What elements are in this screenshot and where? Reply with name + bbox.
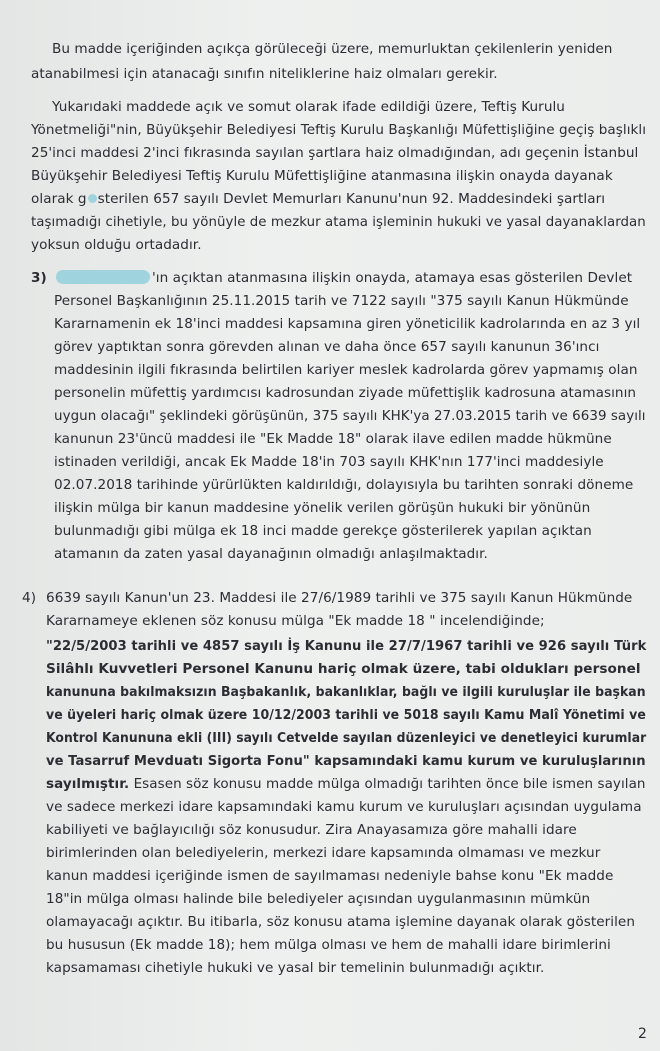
item-3-number: 3) <box>31 270 47 286</box>
document-page: Bu madde içeriğinden açıkça görüleceği üzere, memurluktan çekilenlerin yeniden atanabilmesi için atanacağı sınıfın niteliklerine haiz olmaları gerekir. Yukarıdaki maddede açık ve somut olarak ifade edildiği üzere, Teftiş Kurulu Yönetmeliği"nin, Büyükşehir Belediyesi Teftiş Kurulu Başkanlığı Müfettişliğine geçiş başlıklı 25'inci maddesi 2'inci fıkrasında sayılan şartlara haiz olmadığından, adı geçenin İstanbul Büyükşehir Belediyesi Teftiş Kurulu Müfettişliğine atanmasına ilişkin onayda dayanak olarak g sterilen 657 sayılı Devlet Memurları Kanunu'nun 92. Maddesindeki şartları taşımadığı cihetiyle, bu yönüyle de mezkur atama işleminin hukuki ve yasal dayanaklardan yoksun olduğu ortadadır. 3) 'ın açıktan atanmasına ilişkin onayda, atamaya esas gösterilen Devlet Personel Başkanlığının 25.11.2015 tarih ve 7122 sayılı "375 sayılı Kanun Hükmünde Kararnamenin ek 18'inci maddesi kapsamına giren yöneticilik kadrolarında en az 3 yıl görev yaptıktan sonra görevden alınan ve daha önce 657 sayılı kanunun 36'ıncı maddesinin ilgili fıkrasında belirtilen kariyer meslek kadrolarda görev yapmamış olan personelin müfettiş yardımcısı kadrosundan ziyade müfettişlik kadrosuna atamasının uygun olacağı" şeklindeki görüşünün, 375 sayılı KHK'ya 27.03.2015 tarih ve 6639 sayılı kanunun 23'üncü maddesi ile "Ek Madde 18" olarak ilave edilen madde hükmüne istinaden verildiği, ancak Ek Madde 18'in 703 sayılı KHK'nın 177'inci maddesiyle 02.07.2018 tarihinde yürürlükten kaldırıldığı, dolayısıyla bu tarihten sonraki döneme ilişkin mülga bir kanun maddesine yönelik verilen görüşün hukuki bir yönünün bulunmadığı gibi mülga ek 18 inci madde gerekçe gösterilerek yapılan açıktan atamanın da zaten yasal dayanağının olmadığı anlaşılmaktadır. 4) 6639 sayılı Kanun'un 23. Maddesi ile 27/6/1989 tarihli ve 375 sayılı Kanun Hükmünde Kararnameye eklenen söz konusu mülga "Ek madde 18 " incelendiğinde; "22/5/2003 tarihli ve 4857 sayılı İş Kanunu ile 27/7/1967 tarihli ve 926 sayılı Türk Silâhlı Kuvvetleri Personel Kanunu hariç olmak üzere, tabi oldukları personel kanununa bakılmaksızın Başbakanlık, bakanlıklar, bağlı ve ilgili kuruluşlar ile başkan ve üyeleri hariç olmak üzere 10/12/2003 tarihli ve 5018 sayılı Kamu Malî Yönetimi ve Kontrol Kanununa ekli (III) sayılı Cetvelde sayılan düzenleyici ve denetleyici kurumlar ve Tasarruf Mevduatı Sigorta Fonu" kapsamındaki kamu kurum ve kuruluşlarının sayılmıştır. Esasen söz konusu madde mülga olmadığı tarihten önce bile ismen sayılan ve sadece merkezi idare kapsamındaki kamu kurum ve kuruluşları açısından uygulama kabiliyeti ve bağlayıcılığı söz konusudur. Zira Anayasamıza göre mahalli idare birimlerinden olan belediyelerin, merkezi idare kapsamında olmaması ve mezkur kanun maddesi içeriğinde ismen de sayılmaması nedeniyle bahse konu "Ek madde 18"in mülga olması halinde bile belediyeler açısından uygulanmasının mümkün olamayacağı açıktır. Bu itibarla, söz konusu atama işlemine dayanak olarak gösterilen bu hususun (Ek madde 18); hem mülga olması ve hem de mahalli idare birimlerini kapsamaması cihetiyle hukuki ve yasal bir temelinin bulunmadığı açıktır. 2 <box>0 0 660 1051</box>
page-number: 2 <box>638 1026 647 1042</box>
redacted-name <box>56 270 150 284</box>
item-4-number: 4) <box>22 590 37 606</box>
redaction-mark <box>88 194 97 203</box>
